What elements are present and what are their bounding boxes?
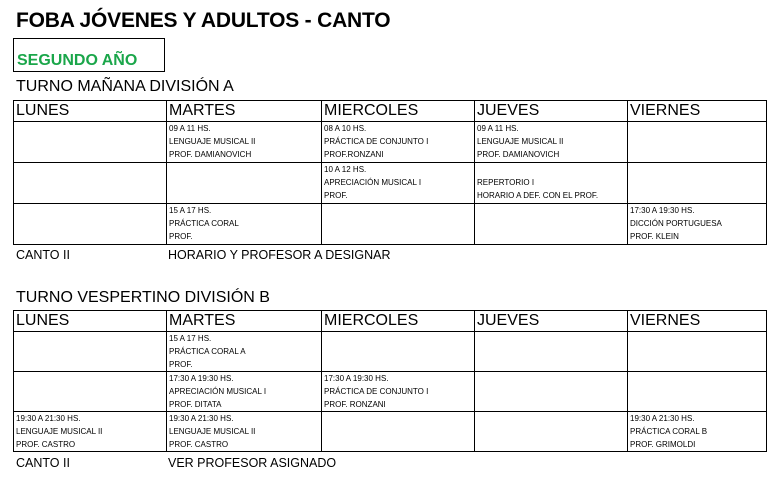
cell-lunes <box>14 204 167 245</box>
cell-line: PRÁCTICA DE CONJUNTO I <box>324 137 429 146</box>
cell-viernes <box>628 122 767 163</box>
cell-martes <box>167 204 322 245</box>
page-title: FOBA JÓVENES Y ADULTOS - CANTO <box>16 9 391 32</box>
header-martes: MARTES <box>167 311 322 332</box>
cell-line: LENGUAJE MUSICAL II <box>16 427 103 436</box>
schedule-row <box>14 412 767 452</box>
cell-line: LENGUAJE MUSICAL II <box>169 427 256 436</box>
cell-line: PROF. CASTRO <box>169 440 229 449</box>
header-viernes: VIERNES <box>628 311 767 332</box>
header-miercoles: MIERCOLES <box>322 101 475 122</box>
cell-line: PROF. CASTRO <box>16 440 76 449</box>
year-box <box>13 38 165 72</box>
cell-viernes <box>628 204 767 245</box>
cell-line: PROF. <box>324 191 348 200</box>
cell-line: REPERTORIO I <box>477 178 535 187</box>
cell-line: PROF. <box>169 232 193 241</box>
schedule-row <box>14 163 767 204</box>
cell-lunes <box>14 332 167 372</box>
cell-martes <box>167 332 322 372</box>
header-row <box>14 311 767 332</box>
cell-miercoles <box>322 122 475 163</box>
cell-line: 15 A 17 HS. <box>169 206 212 215</box>
header-jueves: JUEVES <box>475 311 628 332</box>
cell-line: PROF. DAMIANOVICH <box>169 150 252 159</box>
header-martes: MARTES <box>167 101 322 122</box>
cell-line: PROF. DAMIANOVICH <box>477 150 560 159</box>
cell-viernes <box>628 412 767 452</box>
header-miercoles: MIERCOLES <box>322 311 475 332</box>
schedule-row <box>14 122 767 163</box>
cell-viernes <box>628 372 767 412</box>
cell-line: 09 A 11 HS. <box>169 124 211 133</box>
cell-line: 08 A 10 HS. <box>324 124 367 133</box>
schedule-table-turno-b <box>13 310 767 452</box>
cell-line: PROF. <box>169 360 193 369</box>
cell-lunes <box>14 412 167 452</box>
cell-line <box>477 163 625 176</box>
cell-viernes <box>628 163 767 204</box>
cell-miercoles <box>322 163 475 204</box>
cell-miercoles <box>322 332 475 372</box>
cell-line: APRECIACIÓN MUSICAL I <box>169 387 267 396</box>
cell-line: PROF. GRIMOLDI <box>630 440 696 449</box>
cell-line: PRÁCTICA DE CONJUNTO I <box>324 387 429 396</box>
cell-jueves <box>475 332 628 372</box>
cell-line: 17:30 A 19:30 HS. <box>630 206 695 215</box>
cell-line: PRÁCTICA CORAL B <box>630 427 708 436</box>
cell-line: HORARIO A DEF. CON EL PROF. <box>477 191 599 200</box>
cell-line: 09 A 11 HS. <box>477 124 519 133</box>
schedule-table-turno-a <box>13 100 767 245</box>
cell-line: PROF. KLEIN <box>630 232 679 241</box>
header-row <box>14 101 767 122</box>
cell-lunes <box>14 372 167 412</box>
cell-martes <box>167 163 322 204</box>
schedule-row <box>14 204 767 245</box>
cell-line: 19:30 A 21:30 HS. <box>169 414 234 423</box>
cell-martes <box>167 122 322 163</box>
cell-line: 17:30 A 19:30 HS. <box>169 374 234 383</box>
cell-martes <box>167 372 322 412</box>
section-title-turno-a: TURNO MAÑANA DIVISIÓN A <box>16 78 234 95</box>
section-title-turno-b: TURNO VESPERTINO DIVISIÓN B <box>16 289 270 306</box>
cell-line: 17:30 A 19:30 HS. <box>324 374 389 383</box>
cell-jueves <box>475 163 628 204</box>
cell-line: 19:30 A 21:30 HS. <box>16 414 81 423</box>
cell-line: PRÁCTICA CORAL A <box>169 347 246 356</box>
year-label: SEGUNDO AÑO <box>17 52 138 69</box>
header-viernes: VIERNES <box>628 101 767 122</box>
cell-jueves <box>475 412 628 452</box>
header-lunes: LUNES <box>14 101 167 122</box>
cell-line: 10 A 12 HS. <box>324 165 367 174</box>
cell-line: PRÁCTICA CORAL <box>169 219 239 228</box>
header-jueves: JUEVES <box>475 101 628 122</box>
cell-line: PROF.RONZANI <box>324 150 384 159</box>
cell-line: 15 A 17 HS. <box>169 334 212 343</box>
cell-jueves <box>475 122 628 163</box>
cell-lunes <box>14 163 167 204</box>
cell-line: PROF. DITATA <box>169 400 222 409</box>
cell-line: APRECIACIÓN MUSICAL I <box>324 178 422 187</box>
note-text-turno-b: VER PROFESOR ASIGNADO <box>168 456 337 470</box>
schedule-row <box>14 372 767 412</box>
cell-line: DICCIÓN PORTUGUESA <box>630 219 722 228</box>
note-label-turno-a: CANTO II <box>16 248 70 262</box>
cell-miercoles <box>322 372 475 412</box>
cell-line: LENGUAJE MUSICAL II <box>169 137 256 146</box>
cell-jueves <box>475 372 628 412</box>
cell-line: PROF. RONZANI <box>324 400 386 409</box>
header-lunes: LUNES <box>14 311 167 332</box>
cell-lunes <box>14 122 167 163</box>
cell-line: LENGUAJE MUSICAL II <box>477 137 564 146</box>
cell-viernes <box>628 332 767 372</box>
cell-miercoles <box>322 412 475 452</box>
cell-line: 19:30 A 21:30 HS. <box>630 414 695 423</box>
cell-martes <box>167 412 322 452</box>
schedule-row <box>14 332 767 372</box>
note-text-turno-a: HORARIO Y PROFESOR A DESIGNAR <box>168 248 391 262</box>
note-label-turno-b: CANTO II <box>16 456 70 470</box>
cell-jueves <box>475 204 628 245</box>
cell-miercoles <box>322 204 475 245</box>
